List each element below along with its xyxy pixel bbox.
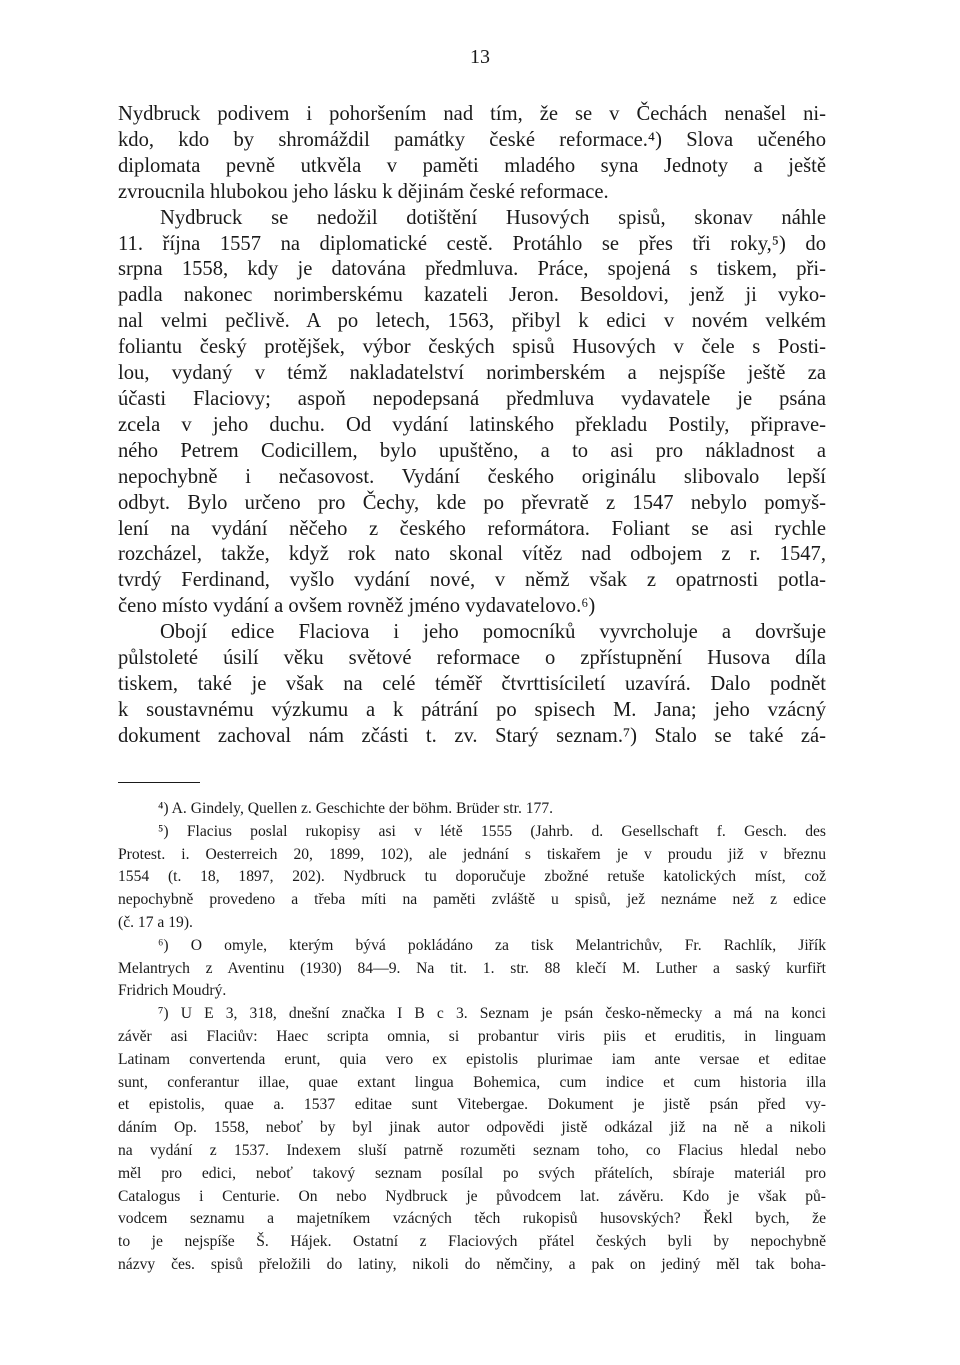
text-line: 11. října 1557 na diplomatické cestě. Protáhlo se přes tři roky,⁵) do <box>118 232 826 255</box>
text-line: lení na vydání něčeho z českého reformátora. Foliant se asi rychle <box>118 517 826 540</box>
footnote-line: ⁶) O omyle, kterým bývá pokládáno za tisk Melantrichův, Fr. Rachlík, Jiřík <box>158 936 826 954</box>
footnote-line: Catalogus i Centurie. On nebo Nydbruck je původcem lat. závěru. Kdo je však pů- <box>118 1187 826 1205</box>
text-line: zcela v jeho duchu. Od vydání latinského překladu Postily, připrave- <box>118 413 826 436</box>
text-line: čeno místo vydání a ovšem rovněž jméno vydavatelovo.⁶) <box>118 595 596 618</box>
footnote-line: (č. 17 a 19). <box>118 913 193 931</box>
footnote-line: to je nejspíše Š. Hájek. Ostatní z Flaciových přátel českých byli by nepochybně <box>118 1233 826 1251</box>
text-line: nepochybně i nečasovost. Vydání českého originálu slibovalo lepší <box>118 465 826 488</box>
text-line: k soustavnému výzkumu a k pátrání po spisech M. Jana; jeho vzácný <box>118 698 826 721</box>
text-line: foliantu český protějšek, výbor českých spisů Husových v čele s Posti- <box>118 336 826 359</box>
text-line: diplomata pevně utkvěla v paměti mladého syna Jednoty a ještě <box>118 154 826 177</box>
text-line: padla nakonec norimberskému kazateli Jeron. Besoldovi, jenž ji vyko- <box>118 284 826 307</box>
footnote-line: ⁵) Flacius poslal rukopisy asi v létě 1555 (Jahrb. d. Gesellschaft f. Gesch. des <box>158 822 826 840</box>
footnote-line: závěr asi Flaciův: Haec scripta omnia, si probantur viris piis et eruditis, in linguam <box>118 1027 826 1045</box>
main-text <box>118 102 826 750</box>
footnote-line: měl pro edici, neboť takový seznam posílal po svých přátelích, sbíraje materiál pro <box>118 1164 826 1182</box>
text-line: odbyt. Bylo určeno pro Čechy, kde po převratě z 1547 nebylo pomyš- <box>118 491 826 514</box>
text-line: lou, vydaný v témž nakladatelství norimberském a nejspíše ještě za <box>118 362 826 385</box>
footnote-line: et epistolis, quae a. 1537 editae sunt Vitebergae. Dokument je jistě psán před vy- <box>118 1096 826 1114</box>
text-line: Obojí edice Flaciova i jeho pomocníků vyvrcholuje a dovršuje <box>160 621 826 644</box>
text-line: ného Petrem Codicillem, bylo upuštěno, a to asi pro nákladnost a <box>118 439 826 462</box>
text-line: zvroucnila hlubokou jeho lásku k dějinám české reformace. <box>118 180 609 203</box>
text-line: nal velmi pečlivě. A po letech, 1563, přibyl k edici v novém velkém <box>118 310 826 333</box>
text-line: Nydbruck se nedožil dotištění Husových spisů, skonav náhle <box>160 206 826 229</box>
footnote-line: vodcem seznamu a majetníkem vzácných těch rukopisů husovských? Řekl bych, že <box>118 1210 826 1228</box>
footnote-line: Melantrych z Aventinu (1930) 84—9. Na tit. 1. str. 88 klečí M. Luther a saský kurfiřt <box>118 959 826 977</box>
footnote-line: Fridrich Moudrý. <box>118 982 227 1000</box>
footnote-line: 1554 (t. 18, 1897, 202). Nydbruck tu doporučuje zbožné retuše katolických míst, což <box>118 868 826 886</box>
footnote-line: ⁴) A. Gindely, Quellen z. Geschichte der böhm. Brüder str. 177. <box>158 800 554 817</box>
text-line: kdo, kdo by shromáždil památky české reformace.⁴) Slova učeného <box>118 128 826 151</box>
text-line: Nydbruck podivem i pohoršením nad tím, že se v Čechách nenašel ni- <box>118 103 826 125</box>
footnote-line: na vydání z 1537. Indexem sluší patrně rozuměti seznam toho, co Flacius hledal nebo <box>118 1141 826 1159</box>
footnote-line: nepochybně provedeno a třeba míti na paměti zvláště u spisů, jež neznáme než z edice <box>118 891 826 909</box>
page-number: 13 <box>470 46 490 68</box>
text-line: účasti Flaciovy; aspoň nepodepsaná předmluva vydavatele je psána <box>118 387 826 410</box>
text-line: dokument zachoval nám zčásti t. zv. Starý seznam.⁷) Stalo se také zá- <box>118 724 826 747</box>
text-line: rozcházel, takže, když rok nato skonal vítěz nad odbojem z r. 1547, <box>118 543 826 566</box>
footnote-line: dáním Op. 1558, neboť by byl jinak autor odpovědi jistě odkázal již na ně a nikoli <box>118 1119 826 1137</box>
text-line: srpna 1558, kdy je datována předmluva. Práce, spojená s tiskem, při- <box>118 258 826 281</box>
footnote-line: ⁷) U E 3, 318, dnešní značka I B c 3. Seznam je psán česko-německy a má na konci <box>158 1005 826 1023</box>
footnotes <box>118 798 826 1277</box>
footnote-line: Latinam convertenda erunt, quia vero ex epistolis plurimae iam ante versae et editae <box>118 1050 826 1068</box>
text-line: tiskem, také je však na celé téměř čtvrttisíciletí uzavírá. Dalo podnět <box>118 672 826 695</box>
text-line: tvrdý Ferdinand, vyšlo vydání nové, v němž však z opatrnosti potla- <box>118 569 826 592</box>
footnote-separator <box>118 782 200 783</box>
footnote-line: sunt, conferantur illae, quae extant lingua Bohemica, cum indice et cum historia illa <box>118 1073 826 1091</box>
footnote-line: Protest. i. Oesterreich 20, 1899, 102), ale jednání s tiskařem je v proudu již v březnu <box>118 845 826 863</box>
footnote-line: názvy čes. spisů přeložili do latiny, nikoli do němčiny, a pak on jediný měl tak boha- <box>118 1255 826 1273</box>
text-line: půlstoleté úsilí věku světové reformace o zpřístupnění Husova díla <box>118 647 826 670</box>
